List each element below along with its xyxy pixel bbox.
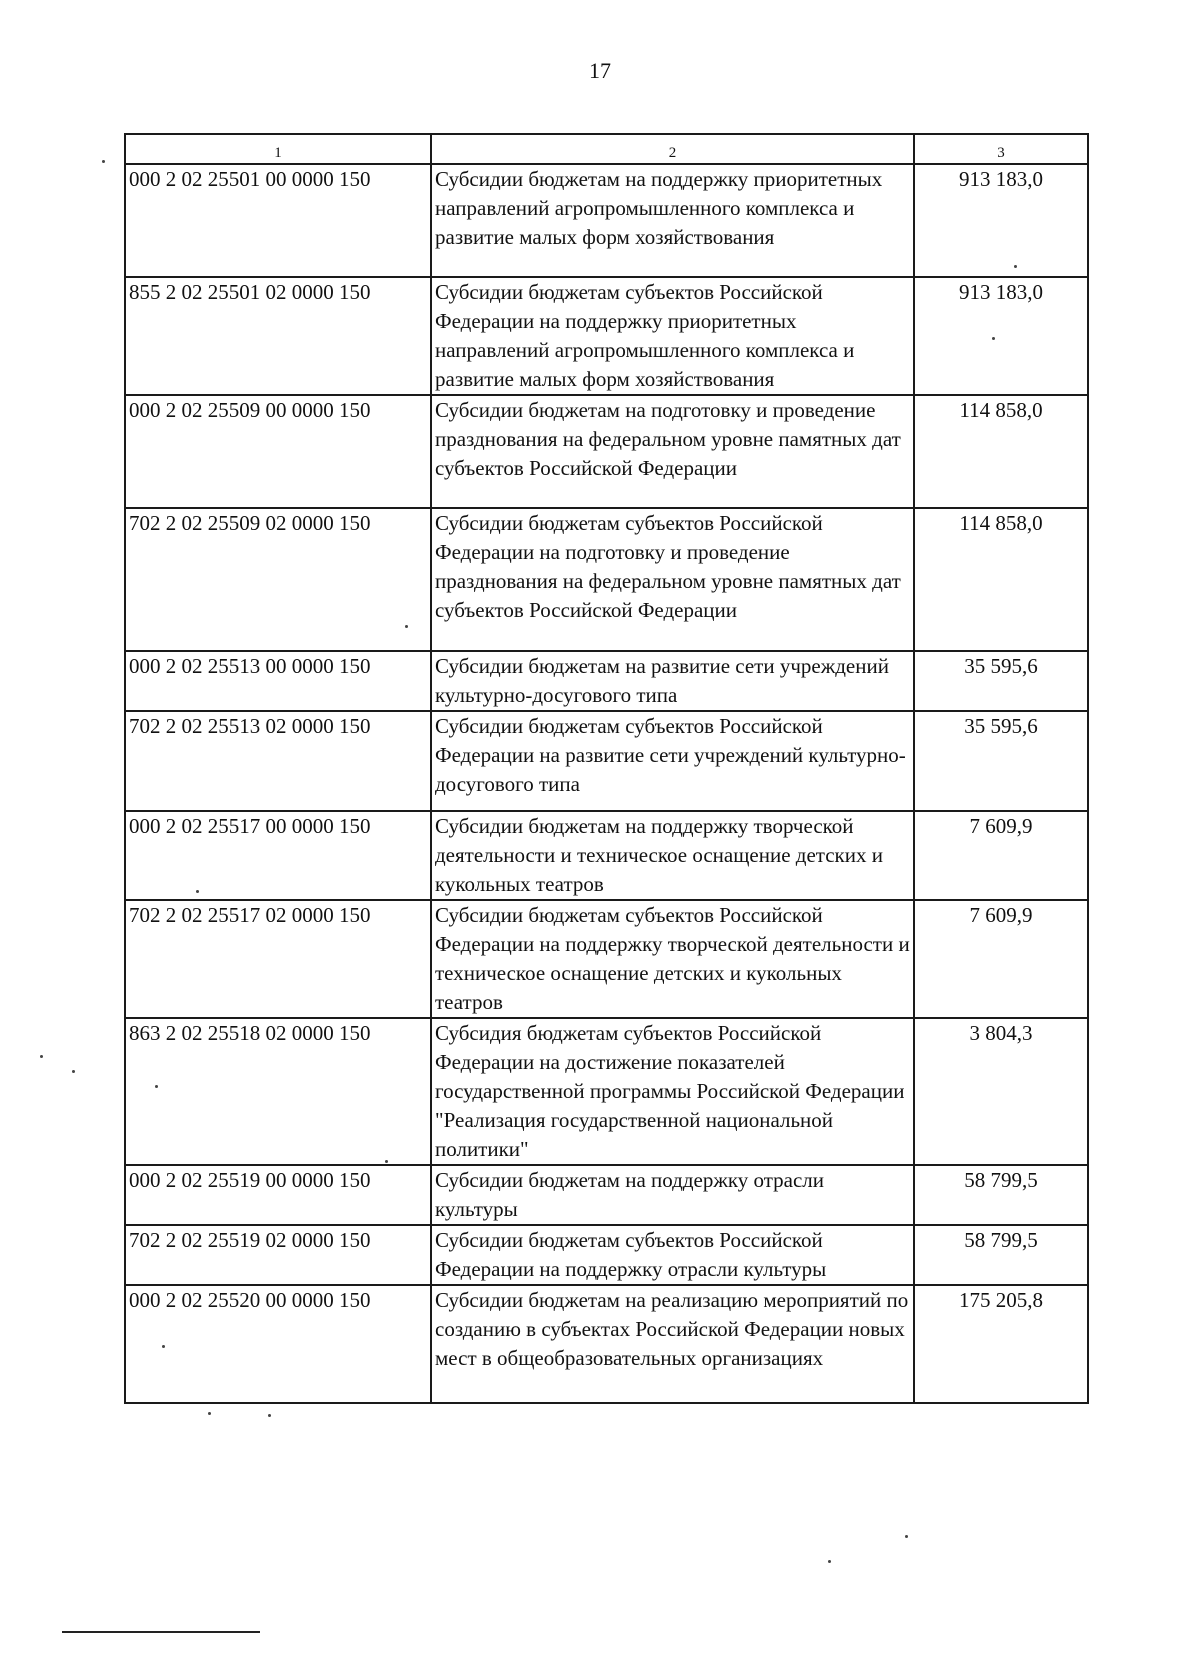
scan-speck — [1014, 265, 1017, 268]
row-amount: 35 595,6 — [914, 711, 1088, 811]
row-code: 702 2 02 25513 02 0000 150 — [125, 711, 431, 811]
row-name: Субсидия бюджетам субъектов Российской Федерации на достижение показателей государственной программы Российской Федерации "Реализация государственной национальной политики" — [431, 1018, 914, 1165]
row-code: 000 2 02 25513 00 0000 150 — [125, 651, 431, 711]
table-row — [125, 1165, 1088, 1225]
row-code: 000 2 02 25519 00 0000 150 — [125, 1165, 431, 1225]
scan-speck — [208, 1412, 211, 1415]
row-name: Субсидии бюджетам на поддержку творческой деятельности и техническое оснащение детских и кукольных театров — [431, 811, 914, 900]
row-amount: 913 183,0 — [914, 164, 1088, 277]
row-name: Субсидии бюджетам на развитие сети учреждений культурно-досугового типа — [431, 651, 914, 711]
row-name: Субсидии бюджетам на реализацию мероприятий по созданию в субъектах Российской Федерации новых мест в общеобразовательных организациях — [431, 1285, 914, 1403]
table-row — [125, 900, 1088, 1018]
row-amount: 913 183,0 — [914, 277, 1088, 395]
row-amount: 114 858,0 — [914, 508, 1088, 651]
table-row — [125, 395, 1088, 508]
row-amount: 7 609,9 — [914, 811, 1088, 900]
table-row — [125, 711, 1088, 811]
table-row — [125, 508, 1088, 651]
row-code: 702 2 02 25517 02 0000 150 — [125, 900, 431, 1018]
row-code: 000 2 02 25517 00 0000 150 — [125, 811, 431, 900]
scan-speck — [155, 1085, 158, 1088]
row-name: Субсидии бюджетам на поддержку отрасли культуры — [431, 1165, 914, 1225]
row-amount: 58 799,5 — [914, 1165, 1088, 1225]
row-code: 000 2 02 25509 00 0000 150 — [125, 395, 431, 508]
column-header-3: 3 — [914, 134, 1088, 164]
row-amount: 3 804,3 — [914, 1018, 1088, 1165]
row-amount: 114 858,0 — [914, 395, 1088, 508]
column-header-1: 1 — [125, 134, 431, 164]
row-code: 000 2 02 25520 00 0000 150 — [125, 1285, 431, 1403]
budget-table — [124, 133, 1089, 1404]
row-name: Субсидии бюджетам субъектов Российской Федерации на поддержку приоритетных направлений агропромышленного комплекса и развитие малых форм хозяйствования — [431, 277, 914, 395]
row-code: 702 2 02 25519 02 0000 150 — [125, 1225, 431, 1285]
scan-speck — [828, 1560, 831, 1563]
scan-speck — [385, 1160, 388, 1163]
row-amount: 35 595,6 — [914, 651, 1088, 711]
scan-speck — [905, 1535, 908, 1538]
scan-speck — [40, 1055, 43, 1058]
scan-speck — [102, 160, 105, 163]
row-name: Субсидии бюджетам субъектов Российской Федерации на поддержку творческой деятельности и техническое оснащение детских и кукольных театров — [431, 900, 914, 1018]
row-name: Субсидии бюджетам субъектов Российской Федерации на поддержку отрасли культуры — [431, 1225, 914, 1285]
row-name: Субсидии бюджетам субъектов Российской Федерации на развитие сети учреждений культурно-досугового типа — [431, 711, 914, 811]
table-row — [125, 1018, 1088, 1165]
table-header-row — [125, 134, 1088, 164]
row-code: 863 2 02 25518 02 0000 150 — [125, 1018, 431, 1165]
row-code: 855 2 02 25501 02 0000 150 — [125, 277, 431, 395]
row-name: Субсидии бюджетам субъектов Российской Федерации на подготовку и проведение празднования на федеральном уровне памятных дат субъектов Российской Федерации — [431, 508, 914, 651]
scan-speck — [196, 890, 199, 893]
table-row — [125, 1225, 1088, 1285]
table-row — [125, 1285, 1088, 1403]
row-code: 702 2 02 25509 02 0000 150 — [125, 508, 431, 651]
table-row — [125, 811, 1088, 900]
row-code: 000 2 02 25501 00 0000 150 — [125, 164, 431, 277]
table-row — [125, 651, 1088, 711]
row-amount: 175 205,8 — [914, 1285, 1088, 1403]
row-name: Субсидии бюджетам на поддержку приоритетных направлений агропромышленного комплекса и развитие малых форм хозяйствования — [431, 164, 914, 277]
table-row — [125, 164, 1088, 277]
scan-speck — [72, 1070, 75, 1073]
scan-speck — [405, 625, 408, 628]
row-name: Субсидии бюджетам на подготовку и проведение празднования на федеральном уровне памятных дат субъектов Российской Федерации — [431, 395, 914, 508]
scan-speck — [162, 1345, 165, 1348]
footer-rule — [62, 1631, 260, 1633]
scan-speck — [992, 337, 995, 340]
page-number: 17 — [589, 58, 611, 83]
column-header-2: 2 — [431, 134, 914, 164]
scan-speck — [268, 1414, 271, 1417]
table-row — [125, 277, 1088, 395]
row-amount: 7 609,9 — [914, 900, 1088, 1018]
row-amount: 58 799,5 — [914, 1225, 1088, 1285]
